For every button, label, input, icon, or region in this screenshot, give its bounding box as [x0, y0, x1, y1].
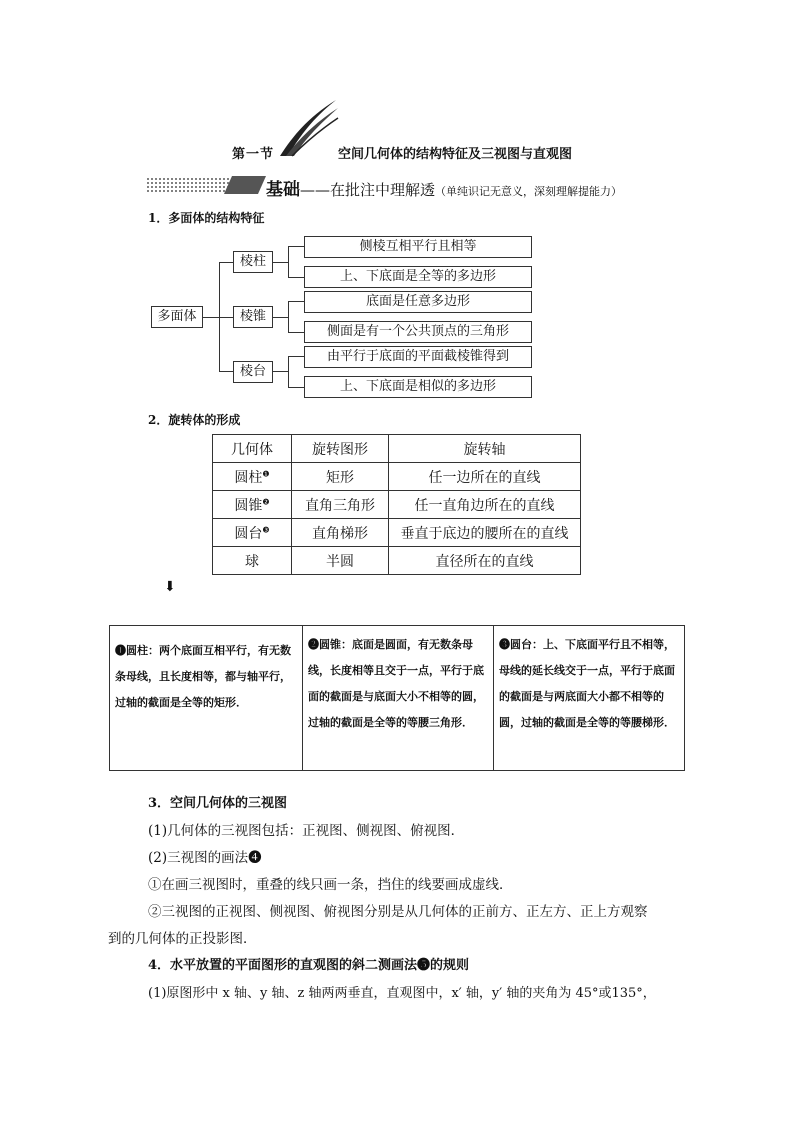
table-row [213, 547, 581, 575]
body-cell [213, 463, 292, 491]
branch-frustum: 棱台 [233, 361, 273, 383]
tree-line [288, 332, 304, 333]
paragraph: (2)三视图的画法❹ [148, 850, 262, 866]
banner-slash-icon [222, 176, 266, 194]
body-name: 圆台 [234, 525, 263, 542]
tree-line [288, 387, 304, 388]
header-cell: 几何体 [213, 435, 292, 463]
table-header-row [213, 435, 581, 463]
section-4-heading: 4．水平放置的平面图形的直观图的斜二测画法❺的规则 [148, 958, 470, 973]
tree-line [288, 246, 304, 247]
table-row [213, 519, 581, 547]
paragraph: (1)原图形中 x 轴、y 轴、z 轴两两垂直，直观图中，x′ 轴，y′ 轴的夹角为 45°或135°， [148, 986, 656, 1001]
decorative-swoosh-icon [276, 96, 340, 160]
tree-line [273, 262, 288, 263]
tree-line [288, 277, 304, 278]
axis-cell: 垂直于底边的腰所在的直线 [389, 519, 581, 547]
note-frustum: ❸圆台：上、下底面平行且不相等，母线的延长线交于一点，平行于底面的截面是与两底面大小都不相等的圆，过轴的截面是全等的等腰梯形． [494, 626, 685, 771]
axis-cell: 直径所在的直线 [389, 547, 581, 575]
table-row [213, 491, 581, 519]
note-mark: ❸ [262, 524, 270, 534]
note-mark: ❷ [262, 496, 270, 506]
body-name: 圆锥 [234, 497, 263, 514]
tree-line [273, 371, 288, 372]
frustum-prop-2: 上、下底面是相似的多边形 [304, 376, 532, 398]
section-label: 第一节 [232, 147, 275, 162]
tree-line [219, 371, 233, 372]
body-cell [213, 547, 292, 575]
tree-line [203, 317, 219, 318]
banner-main: 基础 [266, 180, 300, 200]
banner-heading [266, 175, 622, 200]
body-name: 球 [245, 553, 259, 570]
prism-prop-1: 侧棱互相平行且相等 [304, 236, 532, 258]
tree-line [288, 246, 289, 277]
down-arrow-icon: ⬇ [164, 579, 176, 595]
shape-cell: 半圆 [292, 547, 389, 575]
frustum-prop-1: 由平行于底面的平面截棱锥得到 [304, 346, 532, 368]
paragraph: (1)几何体的三视图包括：正视图、侧视图、俯视图． [148, 823, 465, 839]
axis-cell: 任一直角边所在的直线 [389, 491, 581, 519]
section-2-heading: 2．旋转体的形成 [148, 413, 241, 427]
annotation-row [110, 626, 685, 771]
tree-line [273, 317, 288, 318]
shape-cell: 直角三角形 [292, 491, 389, 519]
pyramid-prop-2: 侧面是有一个公共顶点的三角形 [304, 321, 532, 343]
tree-line [288, 356, 304, 357]
body-cell [213, 519, 292, 547]
note-cylinder: ❶圆柱：两个底面互相平行，有无数条母线，且长度相等，都与轴平行，过轴的截面是全等的矩形． [110, 626, 303, 771]
header-cell: 旋转轴 [389, 435, 581, 463]
tree-line [288, 301, 289, 332]
section-1-heading: 1．多面体的结构特征 [148, 211, 265, 225]
body-cell [213, 491, 292, 519]
pyramid-prop-1: 底面是任意多边形 [304, 291, 532, 313]
header-cell: 旋转图形 [292, 435, 389, 463]
paragraph: ①在画三视图时，重叠的线只画一条，挡住的线要画成虚线． [148, 877, 513, 893]
table-row [213, 463, 581, 491]
banner-dots [146, 177, 232, 193]
prism-prop-2: 上、下底面是全等的多边形 [304, 266, 532, 288]
banner-subtitle: （单纯识记无意义，深刻理解提能力） [435, 185, 623, 198]
paragraph: 到的几何体的正投影图． [108, 931, 257, 947]
shape-cell: 矩形 [292, 463, 389, 491]
page-title: 空间几何体的结构特征及三视图与直观图 [338, 147, 573, 162]
section-3-heading: 3．空间几何体的三视图 [148, 796, 288, 811]
axis-cell: 任一边所在的直线 [389, 463, 581, 491]
branch-pyramid: 棱锥 [233, 306, 273, 328]
body-name: 圆柱 [234, 469, 263, 486]
note-cone: ❷圆锥：底面是圆面，有无数条母线，长度相等且交于一点，平行于底面的截面是与底面大小不相等的圆，过轴的截面是全等的等腰三角形． [303, 626, 494, 771]
annotation-table [109, 625, 685, 771]
shape-cell: 直角梯形 [292, 519, 389, 547]
tree-root: 多面体 [151, 306, 203, 328]
tree-line [288, 301, 304, 302]
banner-dash: ——在批注中理解透 [300, 181, 436, 199]
rotation-table [212, 434, 581, 575]
note-mark: ❶ [262, 468, 270, 478]
paragraph: ②三视图的正视图、侧视图、俯视图分别是从几何体的正前方、正左方、正上方观察 [148, 904, 648, 920]
tree-line [219, 317, 233, 318]
tree-line [288, 356, 289, 387]
branch-prism: 棱柱 [233, 251, 273, 273]
tree-line [219, 262, 233, 263]
